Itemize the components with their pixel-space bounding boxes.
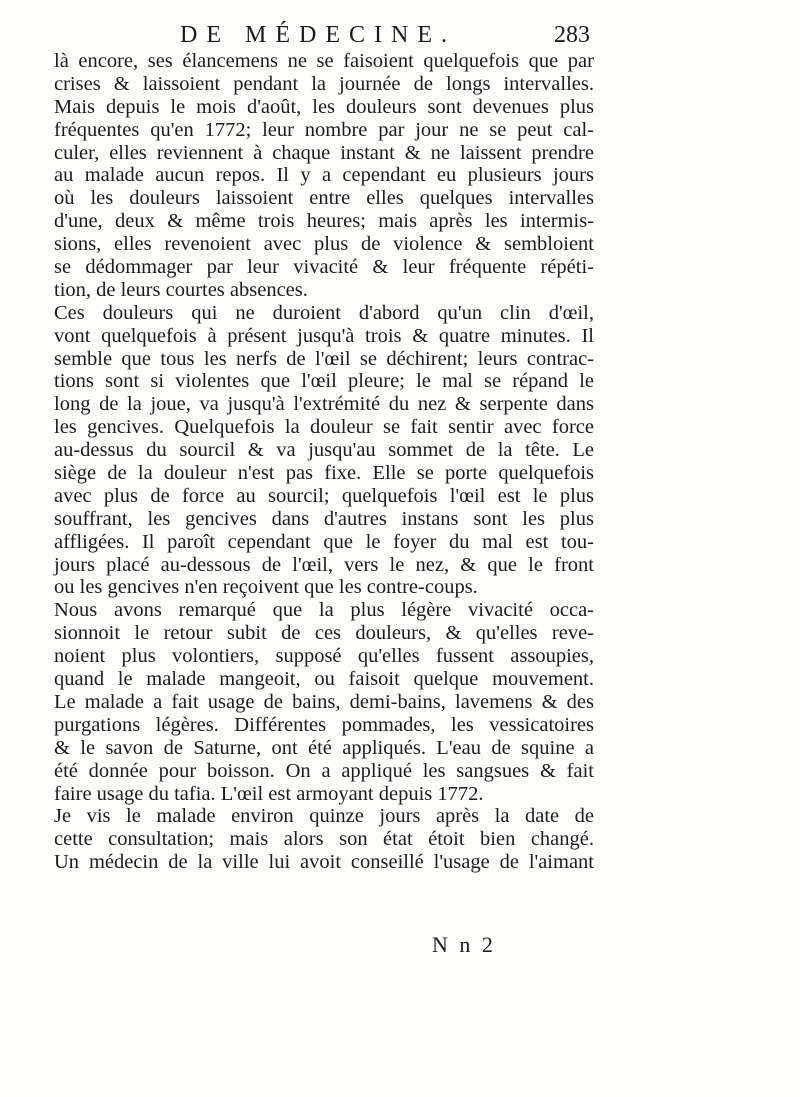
paragraph-first-line: Je vis le malade environ quinze jours après la date de [54, 805, 594, 828]
text-line: crises & laissoient pendant la journée de longs intervalles. [54, 72, 594, 95]
text-line: semble que tous les nerfs de l'œil se déchirent; leurs contrac- [54, 347, 594, 370]
text-line: les gencives. Quelquefois la douleur se fait sentir avec force [54, 416, 594, 439]
text-line: purgations légères. Différentes pommades, les vessicatoires [54, 713, 594, 736]
signature-mark: N n 2 [432, 932, 496, 957]
text-line: Le malade a fait usage de bains, demi-bains, lavemens & des [54, 690, 594, 713]
text-line: jours placé au-dessous de l'œil, vers le nez, & que le front [54, 553, 594, 576]
text-line: Un médecin de la ville lui avoit conseillé l'usage de l'aimant [54, 851, 594, 874]
text-line: siège de la douleur n'est pas fixe. Elle se porte quelquefois [54, 462, 594, 485]
text-line: & le savon de Saturne, ont été appliqués. L'eau de squine a [54, 736, 594, 759]
text-line: souffrant, les gencives dans d'autres instans sont les plus [54, 507, 594, 530]
text-line: au malade aucun repos. Il y a cependant eu plusieurs jours [54, 164, 594, 187]
text-line: sions, elles revenoient avec plus de violence & sembloient [54, 233, 594, 256]
text-line: sionnoit le retour subit de ces douleurs, & qu'elles reve- [54, 622, 594, 645]
text-line: avec plus de force au sourcil; quelquefois l'œil est le plus [54, 484, 594, 507]
text-line: quand le malade mangeoit, ou faisoit quelque mouvement. [54, 668, 594, 691]
text-line: fréquentes qu'en 1772; leur nombre par jour ne se peut cal- [54, 118, 594, 141]
running-title: DE MÉDECINE. [180, 22, 456, 48]
text-line: affligées. Il paroît cependant que le foyer du mal est tou- [54, 530, 594, 553]
text-line: d'une, deux & même trois heures; mais après les intermis- [54, 210, 594, 233]
text-line: noient plus volontiers, supposé qu'elles fussent assoupies, [54, 645, 594, 668]
text-line: tions sont si violentes que l'œil pleure; le mal se répand le [54, 370, 594, 393]
text-line: ou les gencives n'en reçoivent que les contre-coups. [54, 576, 478, 599]
text-line: où les douleurs laissoient entre elles quelques intervalles [54, 187, 594, 210]
text-line: culer, elles reviennent à chaque instant & ne laissent prendre [54, 141, 594, 164]
text-line: vont quelquefois à présent jusqu'à trois & quatre minutes. Il [54, 324, 594, 347]
text-line: là encore, ses élancemens ne se faisoient quelquefois que par [54, 50, 594, 72]
page-number: 283 [554, 22, 590, 48]
paragraph-first-line: Nous avons remarqué que la plus légère vivacité occa- [54, 599, 594, 622]
text-line: tion, de leurs courtes absences. [54, 278, 308, 301]
text-line: cette consultation; mais alors son état étoit bien changé. [54, 828, 594, 851]
body-text [54, 50, 594, 874]
text-line: faire usage du tafia. L'œil est armoyant depuis 1772. [54, 782, 484, 805]
paragraph-first-line: Ces douleurs qui ne duroient d'abord qu'un clin d'œil, [54, 301, 594, 324]
text-line: Mais depuis le mois d'août, les douleurs sont devenues plus [54, 95, 594, 118]
text-line: long de la joue, va jusqu'à l'extrémité du nez & serpente dans [54, 393, 594, 416]
text-line: au-dessus du sourcil & va jusqu'au sommet de la tête. Le [54, 439, 594, 462]
text-line: se dédommager par leur vivacité & leur fréquente répéti- [54, 256, 594, 279]
text-line: été donnée pour boisson. On a appliqué les sangsues & fait [54, 759, 594, 782]
